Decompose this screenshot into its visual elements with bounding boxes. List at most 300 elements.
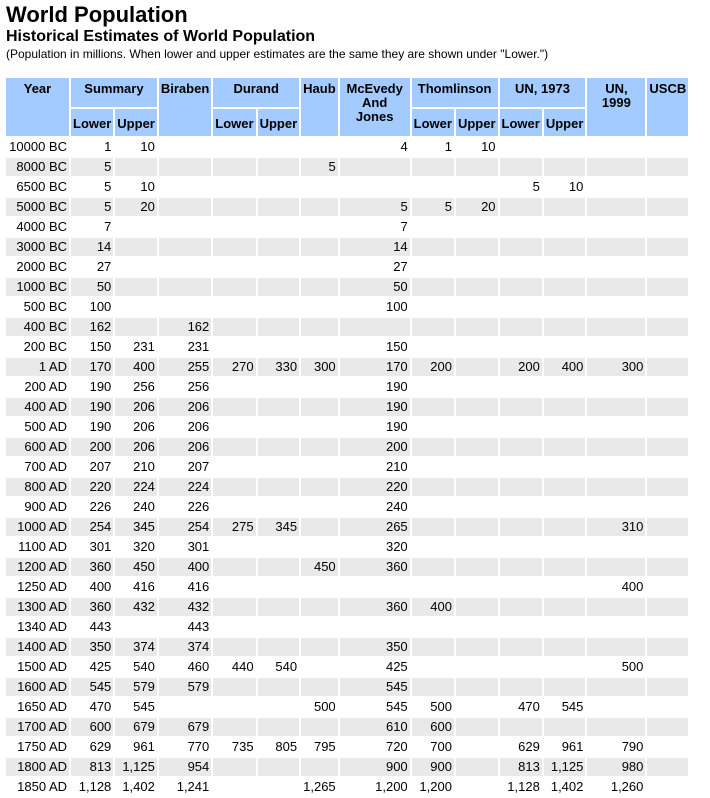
- cell-summary-upper: [115, 158, 157, 176]
- cell-un1999: [587, 438, 645, 456]
- cell-un1973-lower: [500, 218, 542, 236]
- cell-summary-lower: 27: [71, 258, 113, 276]
- cell-un1973-lower: [500, 238, 542, 256]
- cell-summary-lower: 301: [71, 538, 113, 556]
- cell-biraben: [159, 138, 211, 156]
- cell-summary-lower: 162: [71, 318, 113, 336]
- cell-mcevedy: [340, 158, 410, 176]
- cell-un1999: 1,260: [587, 778, 645, 796]
- table-row: [6, 758, 688, 776]
- cell-durand-upper: [258, 398, 300, 416]
- cell-thomlinson-upper: 20: [456, 198, 498, 216]
- cell-thomlinson-lower: [412, 378, 454, 396]
- cell-biraben: [159, 698, 211, 716]
- cell-thomlinson-upper: [456, 678, 498, 696]
- cell-uscb: [647, 438, 688, 456]
- cell-summary-upper: [115, 298, 157, 316]
- cell-summary-upper: 10: [115, 178, 157, 196]
- cell-summary-upper: 224: [115, 478, 157, 496]
- cell-mcevedy: 265: [340, 518, 410, 536]
- cell-summary-lower: 190: [71, 378, 113, 396]
- cell-uscb: [647, 378, 688, 396]
- cell-thomlinson-lower: [412, 238, 454, 256]
- cell-un1999: [587, 698, 645, 716]
- cell-un1973-lower: 5: [500, 178, 542, 196]
- cell-haub: [301, 338, 338, 356]
- cell-thomlinson-lower: [412, 518, 454, 536]
- cell-haub: [301, 658, 338, 676]
- col-header-thomlinson-lower: Lower: [412, 109, 454, 136]
- col-header-summary: Summary: [71, 78, 157, 107]
- cell-un1999: [587, 598, 645, 616]
- col-header-durand-upper: Upper: [258, 109, 300, 136]
- col-header-summary-upper: Upper: [115, 109, 157, 136]
- cell-biraben: 256: [159, 378, 211, 396]
- cell-mcevedy: 900: [340, 758, 410, 776]
- cell-un1999: [587, 558, 645, 576]
- cell-uscb: [647, 718, 688, 736]
- cell-un1973-upper: [544, 598, 586, 616]
- cell-un1973-lower: 1,128: [500, 778, 542, 796]
- cell-biraben: 460: [159, 658, 211, 676]
- cell-mcevedy: 4: [340, 138, 410, 156]
- table-row: [6, 138, 688, 156]
- cell-summary-upper: 206: [115, 438, 157, 456]
- col-header-un1999: UN, 1999: [587, 78, 645, 136]
- cell-year: 900 AD: [6, 498, 69, 516]
- cell-durand-lower: [213, 218, 255, 236]
- cell-thomlinson-upper: [456, 738, 498, 756]
- cell-un1973-lower: [500, 418, 542, 436]
- cell-thomlinson-lower: [412, 578, 454, 596]
- cell-uscb: [647, 138, 688, 156]
- cell-mcevedy: 5: [340, 198, 410, 216]
- cell-year: 1300 AD: [6, 598, 69, 616]
- cell-uscb: [647, 278, 688, 296]
- cell-thomlinson-upper: [456, 338, 498, 356]
- cell-durand-lower: [213, 678, 255, 696]
- cell-un1999: [587, 418, 645, 436]
- cell-un1973-lower: [500, 558, 542, 576]
- cell-un1999: 980: [587, 758, 645, 776]
- cell-year: 700 AD: [6, 458, 69, 476]
- cell-un1973-upper: [544, 438, 586, 456]
- cell-thomlinson-upper: [456, 718, 498, 736]
- cell-uscb: [647, 678, 688, 696]
- cell-durand-upper: [258, 338, 300, 356]
- cell-un1973-lower: [500, 598, 542, 616]
- cell-summary-lower: 5: [71, 198, 113, 216]
- cell-year: 5000 BC: [6, 198, 69, 216]
- cell-haub: [301, 478, 338, 496]
- cell-un1973-lower: [500, 578, 542, 596]
- cell-un1999: [587, 718, 645, 736]
- cell-biraben: 443: [159, 618, 211, 636]
- cell-thomlinson-lower: [412, 558, 454, 576]
- cell-un1999: 310: [587, 518, 645, 536]
- cell-thomlinson-upper: [456, 638, 498, 656]
- cell-thomlinson-lower: [412, 498, 454, 516]
- cell-un1973-lower: [500, 498, 542, 516]
- cell-un1973-upper: 1,125: [544, 758, 586, 776]
- table-row: [6, 778, 688, 796]
- cell-thomlinson-lower: [412, 218, 454, 236]
- cell-biraben: [159, 278, 211, 296]
- cell-un1973-upper: [544, 378, 586, 396]
- page-title: World Population: [6, 2, 188, 27]
- cell-un1999: [587, 618, 645, 636]
- table-row: [6, 438, 688, 456]
- cell-biraben: 416: [159, 578, 211, 596]
- cell-mcevedy: 360: [340, 598, 410, 616]
- cell-thomlinson-upper: [456, 478, 498, 496]
- cell-thomlinson-lower: [412, 278, 454, 296]
- cell-thomlinson-lower: [412, 318, 454, 336]
- cell-haub: [301, 538, 338, 556]
- table-row: [6, 378, 688, 396]
- col-header-haub: Haub: [301, 78, 338, 136]
- cell-durand-lower: 275: [213, 518, 255, 536]
- cell-uscb: [647, 158, 688, 176]
- cell-biraben: 224: [159, 478, 211, 496]
- cell-haub: [301, 678, 338, 696]
- cell-durand-lower: [213, 338, 255, 356]
- cell-mcevedy: 360: [340, 558, 410, 576]
- cell-durand-upper: [258, 138, 300, 156]
- cell-summary-lower: 400: [71, 578, 113, 596]
- cell-haub: [301, 618, 338, 636]
- cell-un1999: 300: [587, 358, 645, 376]
- cell-durand-lower: [213, 438, 255, 456]
- cell-un1973-upper: [544, 478, 586, 496]
- cell-summary-upper: 961: [115, 738, 157, 756]
- cell-mcevedy: [340, 178, 410, 196]
- cell-durand-lower: [213, 418, 255, 436]
- cell-summary-lower: 545: [71, 678, 113, 696]
- cell-thomlinson-lower: [412, 418, 454, 436]
- col-header-thomlinson: Thomlinson: [412, 78, 498, 107]
- cell-durand-lower: [213, 478, 255, 496]
- cell-durand-upper: [258, 538, 300, 556]
- cell-un1973-lower: [500, 138, 542, 156]
- cell-biraben: [159, 258, 211, 276]
- cell-year: 1100 AD: [6, 538, 69, 556]
- cell-uscb: [647, 658, 688, 676]
- cell-uscb: [647, 218, 688, 236]
- cell-mcevedy: 220: [340, 478, 410, 496]
- col-header-un1973: UN, 1973: [500, 78, 586, 107]
- table-row: [6, 258, 688, 276]
- cell-un1973-upper: [544, 558, 586, 576]
- cell-year: 200 AD: [6, 378, 69, 396]
- cell-un1999: [587, 338, 645, 356]
- cell-thomlinson-lower: [412, 298, 454, 316]
- cell-thomlinson-lower: [412, 678, 454, 696]
- cell-un1973-upper: [544, 678, 586, 696]
- table-row: [6, 538, 688, 556]
- table-row: [6, 598, 688, 616]
- cell-biraben: 374: [159, 638, 211, 656]
- cell-biraben: 226: [159, 498, 211, 516]
- cell-summary-upper: 374: [115, 638, 157, 656]
- cell-un1973-lower: [500, 438, 542, 456]
- cell-un1999: [587, 178, 645, 196]
- col-header-year: Year: [6, 78, 69, 136]
- cell-durand-lower: 440: [213, 658, 255, 676]
- cell-biraben: 400: [159, 558, 211, 576]
- cell-durand-lower: [213, 638, 255, 656]
- col-header-uscb: USCB: [647, 78, 688, 136]
- cell-summary-upper: 416: [115, 578, 157, 596]
- cell-year: 8000 BC: [6, 158, 69, 176]
- cell-summary-upper: [115, 278, 157, 296]
- cell-haub: [301, 238, 338, 256]
- cell-thomlinson-upper: [456, 358, 498, 376]
- col-header-biraben: Biraben: [159, 78, 211, 136]
- cell-biraben: 207: [159, 458, 211, 476]
- cell-mcevedy: [340, 578, 410, 596]
- cell-summary-lower: 7: [71, 218, 113, 236]
- cell-thomlinson-lower: [412, 618, 454, 636]
- cell-summary-lower: 207: [71, 458, 113, 476]
- cell-thomlinson-lower: [412, 638, 454, 656]
- cell-year: 6500 BC: [6, 178, 69, 196]
- cell-un1973-upper: [544, 458, 586, 476]
- cell-durand-lower: [213, 718, 255, 736]
- cell-un1973-upper: [544, 218, 586, 236]
- table-row: [6, 478, 688, 496]
- cell-uscb: [647, 498, 688, 516]
- cell-durand-lower: 270: [213, 358, 255, 376]
- col-header-thomlinson-upper: Upper: [456, 109, 498, 136]
- cell-year: 1250 AD: [6, 578, 69, 596]
- cell-mcevedy: 14: [340, 238, 410, 256]
- cell-biraben: 679: [159, 718, 211, 736]
- col-header-summary-lower: Lower: [71, 109, 113, 136]
- cell-year: 1600 AD: [6, 678, 69, 696]
- cell-haub: [301, 258, 338, 276]
- cell-summary-lower: 220: [71, 478, 113, 496]
- cell-un1973-lower: [500, 258, 542, 276]
- cell-durand-lower: [213, 378, 255, 396]
- col-header-durand: Durand: [213, 78, 299, 107]
- cell-summary-upper: 1,125: [115, 758, 157, 776]
- table-row: [6, 698, 688, 716]
- cell-year: 200 BC: [6, 338, 69, 356]
- cell-haub: [301, 638, 338, 656]
- cell-durand-lower: [213, 758, 255, 776]
- cell-uscb: [647, 358, 688, 376]
- cell-year: 500 AD: [6, 418, 69, 436]
- cell-summary-lower: 425: [71, 658, 113, 676]
- cell-thomlinson-lower: [412, 538, 454, 556]
- cell-un1973-lower: [500, 278, 542, 296]
- cell-thomlinson-upper: [456, 278, 498, 296]
- cell-biraben: 254: [159, 518, 211, 536]
- cell-uscb: [647, 418, 688, 436]
- cell-haub: 300: [301, 358, 338, 376]
- cell-durand-lower: 735: [213, 738, 255, 756]
- cell-haub: [301, 318, 338, 336]
- cell-mcevedy: 425: [340, 658, 410, 676]
- cell-thomlinson-upper: [456, 618, 498, 636]
- cell-thomlinson-lower: 1: [412, 138, 454, 156]
- cell-durand-upper: [258, 458, 300, 476]
- cell-summary-lower: 443: [71, 618, 113, 636]
- cell-summary-lower: 470: [71, 698, 113, 716]
- cell-thomlinson-lower: [412, 458, 454, 476]
- cell-un1973-lower: 470: [500, 698, 542, 716]
- cell-durand-lower: [213, 598, 255, 616]
- cell-thomlinson-upper: [456, 498, 498, 516]
- cell-summary-lower: 350: [71, 638, 113, 656]
- cell-un1973-lower: [500, 538, 542, 556]
- cell-thomlinson-upper: [456, 598, 498, 616]
- cell-summary-lower: 14: [71, 238, 113, 256]
- cell-summary-lower: 254: [71, 518, 113, 536]
- cell-summary-lower: 600: [71, 718, 113, 736]
- cell-summary-upper: [115, 258, 157, 276]
- table-row: [6, 218, 688, 236]
- cell-durand-upper: [258, 778, 300, 796]
- cell-haub: [301, 458, 338, 476]
- cell-uscb: [647, 738, 688, 756]
- cell-uscb: [647, 638, 688, 656]
- cell-thomlinson-lower: 400: [412, 598, 454, 616]
- cell-durand-lower: [213, 258, 255, 276]
- cell-un1973-upper: 400: [544, 358, 586, 376]
- cell-thomlinson-lower: [412, 398, 454, 416]
- col-header-un1973-lower: Lower: [500, 109, 542, 136]
- cell-year: 1400 AD: [6, 638, 69, 656]
- cell-year: 10000 BC: [6, 138, 69, 156]
- cell-summary-lower: 629: [71, 738, 113, 756]
- cell-year: 1750 AD: [6, 738, 69, 756]
- cell-biraben: 579: [159, 678, 211, 696]
- cell-year: 1700 AD: [6, 718, 69, 736]
- cell-durand-upper: [258, 558, 300, 576]
- cell-thomlinson-lower: [412, 438, 454, 456]
- cell-durand-lower: [213, 578, 255, 596]
- cell-un1973-lower: [500, 398, 542, 416]
- cell-mcevedy: 210: [340, 458, 410, 476]
- cell-un1973-upper: [544, 298, 586, 316]
- cell-un1999: [587, 378, 645, 396]
- cell-summary-upper: [115, 238, 157, 256]
- cell-durand-upper: [258, 238, 300, 256]
- cell-mcevedy: 190: [340, 418, 410, 436]
- cell-uscb: [647, 778, 688, 796]
- cell-un1973-lower: [500, 658, 542, 676]
- cell-thomlinson-upper: [456, 578, 498, 596]
- cell-thomlinson-upper: [456, 778, 498, 796]
- cell-thomlinson-upper: [456, 178, 498, 196]
- cell-biraben: 206: [159, 418, 211, 436]
- cell-thomlinson-upper: [456, 418, 498, 436]
- cell-mcevedy: [340, 318, 410, 336]
- cell-thomlinson-lower: 500: [412, 698, 454, 716]
- table-row: [6, 658, 688, 676]
- table-row: [6, 358, 688, 376]
- cell-un1999: [587, 398, 645, 416]
- cell-durand-lower: [213, 698, 255, 716]
- cell-un1999: [587, 638, 645, 656]
- cell-biraben: 432: [159, 598, 211, 616]
- cell-biraben: [159, 178, 211, 196]
- cell-thomlinson-upper: [456, 378, 498, 396]
- cell-mcevedy: 1,200: [340, 778, 410, 796]
- cell-summary-lower: 1,128: [71, 778, 113, 796]
- table-row: [6, 738, 688, 756]
- cell-un1973-upper: [544, 638, 586, 656]
- cell-biraben: 206: [159, 438, 211, 456]
- cell-biraben: 301: [159, 538, 211, 556]
- cell-haub: [301, 398, 338, 416]
- table-row: [6, 338, 688, 356]
- cell-thomlinson-upper: [456, 458, 498, 476]
- table-row: [6, 418, 688, 436]
- cell-thomlinson-upper: [456, 538, 498, 556]
- cell-durand-upper: [258, 678, 300, 696]
- cell-uscb: [647, 238, 688, 256]
- cell-un1973-upper: [544, 138, 586, 156]
- cell-biraben: 954: [159, 758, 211, 776]
- cell-summary-lower: 360: [71, 558, 113, 576]
- table-row: [6, 718, 688, 736]
- cell-uscb: [647, 518, 688, 536]
- cell-un1999: [587, 678, 645, 696]
- header-row-groups: [6, 78, 688, 107]
- cell-thomlinson-lower: 600: [412, 718, 454, 736]
- cell-summary-upper: 400: [115, 358, 157, 376]
- cell-mcevedy: 720: [340, 738, 410, 756]
- cell-un1973-upper: 1,402: [544, 778, 586, 796]
- cell-summary-lower: 360: [71, 598, 113, 616]
- cell-mcevedy: 7: [340, 218, 410, 236]
- cell-haub: [301, 598, 338, 616]
- cell-summary-upper: [115, 618, 157, 636]
- cell-un1973-lower: 200: [500, 358, 542, 376]
- cell-thomlinson-lower: [412, 338, 454, 356]
- cell-thomlinson-upper: [456, 218, 498, 236]
- cell-durand-lower: [213, 238, 255, 256]
- cell-thomlinson-lower: 200: [412, 358, 454, 376]
- cell-mcevedy: 350: [340, 638, 410, 656]
- cell-year: 500 BC: [6, 298, 69, 316]
- cell-summary-lower: 150: [71, 338, 113, 356]
- cell-uscb: [647, 298, 688, 316]
- cell-durand-upper: [258, 178, 300, 196]
- cell-uscb: [647, 458, 688, 476]
- cell-summary-upper: 450: [115, 558, 157, 576]
- cell-uscb: [647, 598, 688, 616]
- cell-biraben: 1,241: [159, 778, 211, 796]
- cell-summary-upper: 231: [115, 338, 157, 356]
- table-row: [6, 618, 688, 636]
- cell-year: 1000 BC: [6, 278, 69, 296]
- cell-uscb: [647, 538, 688, 556]
- page-subtitle: Historical Estimates of World Population: [6, 28, 316, 45]
- cell-haub: [301, 718, 338, 736]
- cell-thomlinson-lower: 1,200: [412, 778, 454, 796]
- cell-durand-upper: [258, 758, 300, 776]
- cell-durand-lower: [213, 158, 255, 176]
- cell-un1973-lower: [500, 198, 542, 216]
- cell-mcevedy: 545: [340, 698, 410, 716]
- cell-durand-upper: [258, 618, 300, 636]
- cell-durand-upper: 805: [258, 738, 300, 756]
- cell-un1973-upper: 545: [544, 698, 586, 716]
